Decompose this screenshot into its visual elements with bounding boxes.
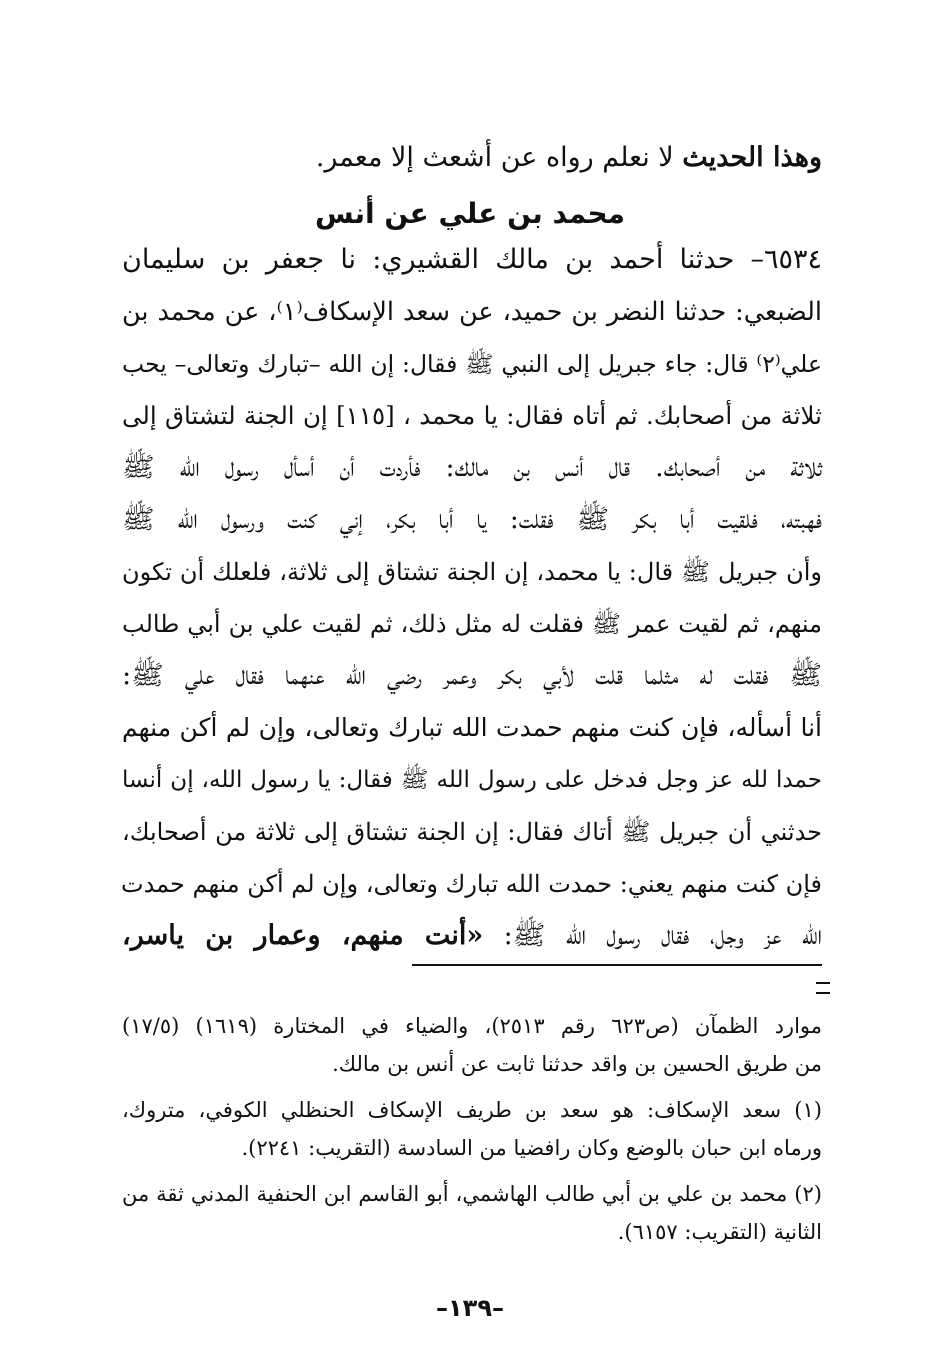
footnote-1-cont: ورماه ابن حبان بالوضع وكان رافضيا من السادسة (التقريب: ٢٢٤١). [241, 1136, 822, 1160]
body-line: علي⁽٢⁾ قال: جاء جبريل إلى النبي ﷺ فقال: إن الله –تبارك وتعالى– يحب [122, 350, 822, 378]
body-line: فهبته، فلقيت أبا بكر ﷺ فقلت: يا أبا بكر، إني كنت ورسول الله ﷺ [122, 504, 822, 535]
footnote-2-cont: الثانية (التقريب: ٦١٥٧). [617, 1220, 822, 1244]
footnote-1: (١) سعد الإسكاف: هو سعد بن طريف الإسكاف الحنظلي الكوفي، متروك، [122, 1098, 822, 1122]
body-line: أنا أسأله، فإن كنت منهم حمدت الله تبارك وتعالى، وإن لم أكن منهم [122, 713, 822, 742]
body-line: فإن كنت منهم يعني: حمدت الله تبارك وتعالى، وإن لم أكن منهم حمدت [120, 870, 822, 898]
continuation-mark [816, 982, 830, 994]
body-line: حمدا لله عز وجل فدخل على رسول الله ﷺ فقال: يا رسول الله، إن أنسا [122, 767, 822, 793]
footnote-2: (٢) محمد بن علي بن أبي طالب الهاشمي، أبو القاسم ابن الحنفية المدني ثقة من [122, 1182, 822, 1206]
footnote-separator [412, 964, 822, 966]
footnote-line: موارد الظمآن (ص٦٢٣ رقم ٢٥١٣)، والضياء في المختارة (١٦١٩) (١٧/٥) [122, 1014, 822, 1038]
body-line: ثلاثة من أصحابك. ثم أتاه فقال: يا محمد ، [١١٥] إن الجنة لتشتاق إلى [122, 401, 822, 430]
intro-bold-phrase: وهذا الحديث [682, 142, 822, 173]
body-line-last [122, 918, 822, 954]
last-line-text: الله عز وجل، فقال رسول الله ﷺ: [483, 920, 822, 951]
body-line: ﷺ فقلت له مثلما قلت لأبي بكر وعمر رضي الله عنهما فقال علي ﷺ: [122, 660, 822, 691]
body-line: الضبعي: حدثنا النضر بن حميد، عن سعد الإسكاف⁽١⁾، عن محمد بن [122, 297, 822, 327]
last-line-bold-quote: «أنت منهم، وعمار بن ياسر، [122, 920, 484, 951]
body-line: وأن جبريل ﷺ قال: يا محمد، إن الجنة تشتاق إلى ثلاثة، فلعلك أن تكون [122, 558, 822, 586]
body-line: منهم، ثم لقيت عمر ﷺ فقلت له مثل ذلك، ثم لقيت علي بن أبي طالب [122, 610, 822, 638]
footnote-line: من طريق الحسين بن واقد حدثنا ثابت عن أنس بن مالك. [332, 1052, 822, 1076]
intro-text: لا نعلم رواه عن أشعث إلا معمر. [315, 142, 683, 173]
page-number: –١٣٩– [436, 1294, 504, 1322]
body-line: حدثني أن جبريل ﷺ أتاك فقال: إن الجنة تشتاق إلى ثلاثة من أصحابك، [122, 818, 822, 846]
section-heading: محمد بن علي عن أنس [314, 197, 626, 230]
body-line: ٦٥٣٤– حدثنا أحمد بن مالك القشيري: نا جعفر بن سليمان [122, 244, 822, 275]
body-line: ثلاثة من أصحابك. قال أنس بن مالك: فأردت أن أسأل رسول الله ﷺ [122, 452, 822, 483]
intro-line [122, 140, 822, 176]
